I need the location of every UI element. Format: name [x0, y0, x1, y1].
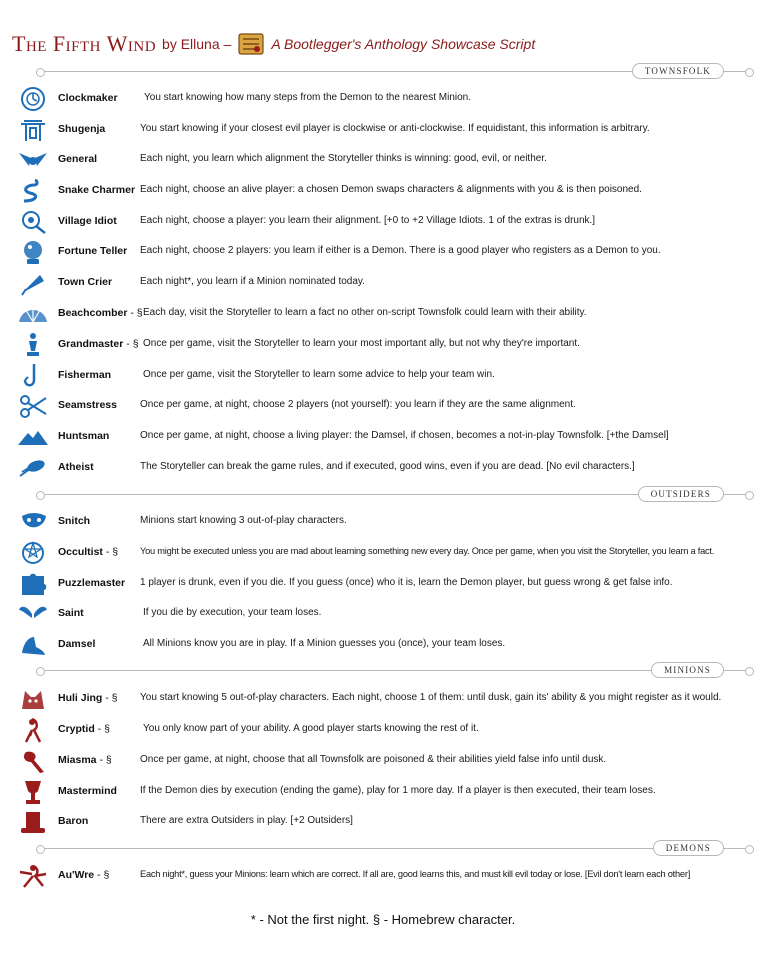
character-name: Atheist [58, 461, 94, 473]
character-name: Seamstress [58, 399, 117, 411]
demon-icon [16, 862, 50, 890]
snake-icon [16, 177, 50, 205]
section-divider-demons [40, 840, 752, 856]
character-name: Puzzlemaster [58, 577, 126, 589]
character-ability: You start knowing 5 out-of-play characters. Each night, choose 1 of them: until dusk, gain its' ability & you might register as it would. [140, 692, 722, 703]
character-row-snake-charmer [16, 177, 756, 205]
character-row-clockmaker [16, 85, 756, 113]
character-name: Huli Jing - § [58, 692, 118, 704]
fox-icon [16, 685, 50, 713]
character-ability: You start knowing if your closest evil player is clockwise or anti-clockwise. If equidistant, this information is arbitrary. [140, 123, 650, 134]
character-ability: Once per game, visit the Storyteller to learn some advice to help your team win. [143, 369, 495, 380]
character-name: Saint [58, 607, 84, 619]
section-label-outsiders: OUTSIDERS [638, 486, 724, 502]
section-label-townsfolk: TOWNSFOLK [632, 63, 724, 79]
character-ability: Each night*, guess your Minions: learn which are correct. If all are, good learns this, and must kill evil today or lose. [Evil don't learn each other] [140, 869, 691, 879]
script-title: The Fifth Wind [12, 31, 157, 56]
character-row-saint [16, 600, 756, 628]
character-name: Huntsman [58, 430, 110, 442]
crystal-ball-icon [16, 238, 50, 266]
character-ability: There are extra Outsiders in play. [+2 Outsiders] [140, 815, 353, 826]
goblet-icon [16, 778, 50, 806]
character-row-snitch [16, 508, 756, 536]
slipper-icon [16, 631, 50, 659]
character-ability: Each day, visit the Storyteller to learn a fact no other on-script Townsfolk could learn with their ability. [143, 307, 587, 318]
character-name: Occultist - § [58, 546, 119, 558]
character-row-atheist [16, 454, 756, 482]
character-row-puzzlemaster [16, 570, 756, 598]
character-row-huli-jing [16, 685, 756, 713]
footnote: * - Not the first night. § - Homebrew character. [250, 912, 516, 927]
character-row-shugenja [16, 116, 756, 144]
character-ability: The Storyteller can break the game rules, and if executed, good wins, even if you are dead. [No evil characters.] [140, 461, 635, 472]
character-ability: You only know part of your ability. A good player starts knowing the rest of it. [143, 723, 479, 734]
mask-icon [16, 508, 50, 536]
character-row-au-wre [16, 862, 756, 890]
character-name: Damsel [58, 638, 96, 650]
plague-icon [16, 747, 50, 775]
character-ability: Once per game, at night, choose a living player: the Damsel, if chosen, becomes a not-in-play Townsfolk. [+the Damsel] [140, 430, 669, 441]
horn-icon [16, 269, 50, 297]
comet-icon [16, 454, 50, 482]
character-row-miasma [16, 747, 756, 775]
chess-piece-icon [16, 331, 50, 359]
character-name: General [58, 153, 98, 165]
character-ability: Each night, choose a player: you learn their alignment. [+0 to +2 Village Idiots. 1 of the extras is drunk.] [140, 215, 596, 226]
sigil-icon [16, 539, 50, 567]
character-row-town-crier [16, 269, 756, 297]
character-name: Shugenja [58, 123, 106, 135]
character-ability: Minions start knowing 3 out-of-play characters. [140, 515, 347, 526]
character-row-seamstress [16, 392, 756, 420]
section-divider-outsiders [40, 486, 752, 502]
character-name: Miasma - § [58, 754, 112, 766]
character-name: Mastermind [58, 785, 117, 797]
character-row-beachcomber [16, 300, 756, 328]
section-divider-minions [40, 662, 752, 678]
section-label-minions: MINIONS [651, 662, 724, 678]
character-row-general [16, 146, 756, 174]
author-byline: by Elluna – [162, 36, 232, 52]
character-row-damsel [16, 631, 756, 659]
section-divider-townsfolk [40, 63, 752, 79]
character-ability: You start knowing how many steps from the Demon to the nearest Minion. [144, 92, 472, 103]
scissors-icon [16, 392, 50, 420]
character-ability: Once per game, at night, choose that all Townsfolk are poisoned & their abilities yield false info until dusk. [140, 754, 607, 765]
mountain-icon [16, 423, 50, 451]
character-name: Fortune Teller [58, 245, 128, 257]
character-ability: If you die by execution, your team loses. [143, 607, 322, 618]
character-ability: Each night, you learn which alignment the Storyteller thinks is winning: good, evil, or neither. [140, 153, 547, 164]
character-name: Au'Wre - § [58, 869, 110, 881]
winged-emblem-icon [16, 146, 50, 174]
shrine-icon [16, 116, 50, 144]
character-row-grandmaster [16, 331, 756, 359]
character-name: Grandmaster - § [58, 338, 139, 350]
character-name: Fisherman [58, 369, 112, 381]
character-name: Village Idiot [58, 215, 117, 227]
section-label-demons: DEMONS [653, 840, 724, 856]
character-ability: All Minions know you are in play. If a Minion guesses you (once), your team loses. [143, 638, 506, 649]
character-ability: 1 player is drunk, even if you die. If you guess (once) who it is, learn the Demon player, but guess wrong & get false info. [140, 577, 673, 588]
character-ability: Once per game, at night, choose 2 players (not yourself): you learn if they are the same alignment. [140, 399, 576, 410]
bootlegger-logo-icon [237, 31, 265, 57]
character-ability: Once per game, visit the Storyteller to learn your most important ally, but not why they're important. [143, 338, 580, 349]
script-subtitle: A Bootlegger's Anthology Showcase Script [271, 36, 536, 52]
character-row-fisherman [16, 362, 756, 390]
character-row-cryptid [16, 716, 756, 744]
fish-hook-icon [16, 362, 50, 390]
character-ability: Each night, choose an alive player: a chosen Demon swaps characters & alignments with you & is then poisoned. [140, 184, 642, 195]
top-hat-icon [16, 808, 50, 836]
jester-icon [16, 208, 50, 236]
character-name: Cryptid - § [58, 723, 110, 735]
character-row-occultist [16, 539, 756, 567]
character-ability: You might be executed unless you are mad about learning something new every day. Once per game, when you visit the Storyteller, you learn a fact. [140, 546, 715, 556]
character-row-mastermind [16, 778, 756, 806]
character-row-fortune-teller [16, 238, 756, 266]
character-name: Snitch [58, 515, 91, 527]
character-name: Snake Charmer [58, 184, 136, 196]
shell-icon [16, 300, 50, 328]
puzzle-icon [16, 570, 50, 598]
character-row-village-idiot [16, 208, 756, 236]
character-name: Town Crier [58, 276, 113, 288]
character-ability: Each night, choose 2 players: you learn if either is a Demon. There is a good player who registers as a Demon to you. [140, 245, 661, 256]
character-ability: Each night*, you learn if a Minion nominated today. [140, 276, 365, 287]
character-name: Baron [58, 815, 89, 827]
wings-icon [16, 600, 50, 628]
character-ability: If the Demon dies by execution (ending the game), play for 1 more day. If a player is then executed, their team loses. [140, 785, 656, 796]
character-name: Clockmaker [58, 92, 118, 104]
creature-icon [16, 716, 50, 744]
clock-icon [16, 85, 50, 113]
character-row-baron [16, 808, 756, 836]
character-row-huntsman [16, 423, 756, 451]
script-header [12, 28, 752, 60]
character-name: Beachcomber - § [58, 307, 143, 319]
